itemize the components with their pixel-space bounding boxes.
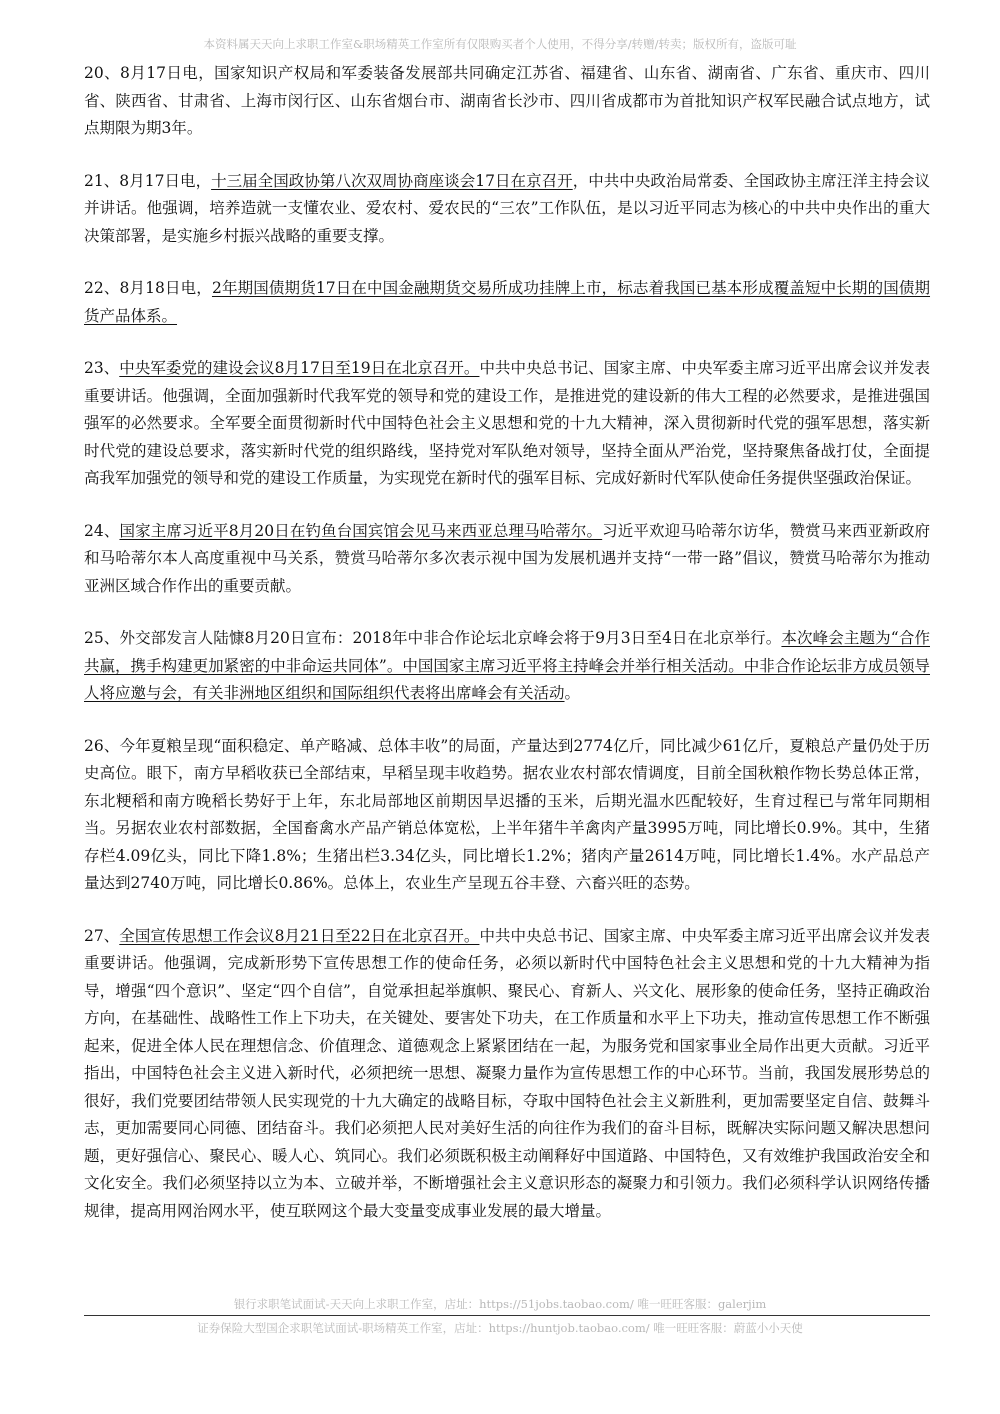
news-text: 中共中央总书记、国家主席、中央军委主席习近平出席会议并发表重要讲话。他强调，全面加强新时代我军党的领导和党的建设工作，是推进党的建设新的伟大工程的必然要求，是推进强国强军的必然要求。全军要全面贯彻新时代中国特色社会主义思想和党的十九大精神，深入贯彻新时代党的强军思想，落实新时代党的建设总要求，落实新时代党的组织路线，坚持党对军队绝对领导，坚持全面从严治党，坚持聚焦备战打仗，全面提高我军加强党的领导和党的建设工作质量，为实现党在新时代的强军目标、完成好新时代军队使命任务提供坚强政治保证。	[84, 359, 930, 487]
footer-divider	[84, 1315, 930, 1316]
news-item-26	[84, 733, 930, 898]
news-text: 25、外交部发言人陆慷8月20日宣布：2018年中非合作论坛北京峰会将于9月3日至4日在北京举行。	[84, 629, 782, 647]
news-text: 习近平欢迎马哈蒂尔访华，赞赏马来西亚新政府和马哈蒂尔本人高度重视中马关系，赞赏马哈蒂尔多次表示视中国为发展机遇并支持“一带一路”倡议，赞赏马哈蒂尔为推动亚洲区域合作作出的重要贡献。	[84, 521, 930, 595]
news-highlight: 中央军委党的建设会议8月17日至19日在北京召开。	[119, 359, 480, 377]
news-text: 21、8月17日电，	[84, 171, 212, 190]
news-text: 27、	[84, 926, 120, 945]
news-item-22	[84, 275, 930, 330]
news-item-21	[84, 168, 930, 251]
news-item-23	[84, 355, 930, 493]
news-text: 26、今年夏粮呈现“面积稳定、单产略减、总体丰收”的局面，产量达到2774亿斤，同比减少61亿斤，夏粮总产量仍处于历史高位。眼下，南方早稻收获已全部结束，早稻呈现丰收趋势。据农业农村部农情调度，目前全国秋粮作物长势总体正常，东北粳稻和南方晚稻长势好于上年，东北局部地区前期因旱迟播的玉米，后期光温水匹配较好，生育过程已与常年同期相当。另据农业农村部数据，全国畜禽水产品产销总体宽松，上半年猪牛羊禽肉产量3995万吨，同比增长0.9%。其中，生猪存栏4.09亿头，同比下降1.8%；生猪出栏3.34亿头，同比增长1.2%；猪肉产量2614万吨，同比增长1.4%。水产品总产量达到2740万吨，同比增长0.86%。总体上，农业生产呈现五谷丰登、六畜兴旺的态势。	[84, 736, 930, 892]
news-text: 24、	[84, 521, 120, 540]
news-highlight: 十三届全国政协第八次双周协商座谈会17日在京召开	[211, 171, 573, 190]
copyright-notice: 本资料属天天向上求职工作室&职场精英工作室所有仅限购买者个人使用，不得分享/转赠/转卖；版权所有，盗版可耻	[203, 37, 797, 51]
news-item-27	[84, 923, 930, 1226]
news-text: 20、8月17日电，国家知识产权局和军委装备发展部共同确定江苏省、福建省、山东省、湖南省、广东省、重庆市、四川省、陕西省、甘肃省、上海市闵行区、山东省烟台市、湖南省长沙市、四川省成都市为首批知识产权军民融合试点地方，试点期限为期3年。	[84, 64, 930, 137]
news-item-24	[84, 518, 930, 601]
news-highlight: 本次峰会主题为“合作共赢，携手构建更加紧密的中非命运共同体”。中国国家主席习近平将主持峰会并举行相关活动。中非合作论坛非方成员领导人将应邀与会，有关非洲地区组织和国际组织代表将出席峰会有关活动	[84, 629, 930, 702]
news-highlight: 国家主席习近平8月20日在钓鱼台国宾馆会见马来西亚总理马哈蒂尔。	[119, 521, 603, 540]
news-highlight: 全国宣传思想工作会议8月21日至22日在北京召开。	[119, 926, 480, 945]
news-text: 23、	[84, 359, 120, 377]
footer-shop-info-1: 银行求职笔试面试-天天向上求职工作室，店址：https://51jobs.taobao.com/ 唯一旺旺客服：galerjim	[233, 1297, 767, 1311]
footer-shop-info-2: 证券保险大型国企求职笔试面试-职场精英工作室，店址：https://huntjob.taobao.com/ 唯一旺旺客服：蔚蓝小小天使	[197, 1321, 803, 1335]
news-text: 中共中央总书记、国家主席、中央军委主席习近平出席会议并发表重要讲话。他强调，完成新形势下宣传思想工作的使命任务，必须以新时代中国特色社会主义思想和党的十九大精神为指导，增强“四个意识”、坚定“四个自信”，自觉承担起举旗帜、聚民心、育新人、兴文化、展形象的使命任务，坚持正确政治方向，在基础性、战略性工作上下功夫，在关键处、要害处下功夫，在工作质量和水平上下功夫，推动宣传思想工作不断强起来，促进全体人民在理想信念、价值理念、道德观念上紧紧团结在一起，为服务党和国家事业全局作出更大贡献。习近平指出，中国特色社会主义进入新时代，必须把统一思想、凝聚力量作为宣传思想工作的中心环节。当前，我国发展形势总的很好，我们党要团结带领人民实现党的十九大确定的战略目标，夺取中国特色社会主义新胜利，更加需要坚定自信、鼓舞斗志，更加需要同心同德、团结奋斗。我们必须把人民对美好生活的向往作为我们的奋斗目标，既解决实际问题又解决思想问题，更好强信心、聚民心、暖人心、筑同心。我们必须既积极主动阐释好中国道路、中国特色，又有效维护我国政治安全和文化安全。我们必须坚持以立为本、立破并举，不断增强社会主义意识形态的凝聚力和引领力。我们必须科学认识网络传播规律，提高用网治网水平，使互联网这个最大变量变成事业发展的最大增量。	[84, 926, 930, 1220]
news-list	[84, 60, 930, 1250]
news-text: ，中共中央政治局常委、全国政协主席汪洋主持会议并讲话。他强调，培养造就一支懂农业、爱农村、爱农民的“三农”工作队伍，是以习近平同志为核心的中共中央作出的重大决策部署，是实施乡村振兴战略的重要支撑。	[84, 171, 930, 245]
news-item-20	[84, 60, 930, 143]
news-text: 。	[564, 684, 581, 702]
news-item-25	[84, 625, 930, 708]
news-highlight: 2年期国债期货17日在中国金融期货交易所成功挂牌上市，标志着我国已基本形成覆盖短中长期的国债期货产品体系。	[84, 279, 931, 325]
news-text: 22、8月18日电，	[84, 279, 212, 297]
